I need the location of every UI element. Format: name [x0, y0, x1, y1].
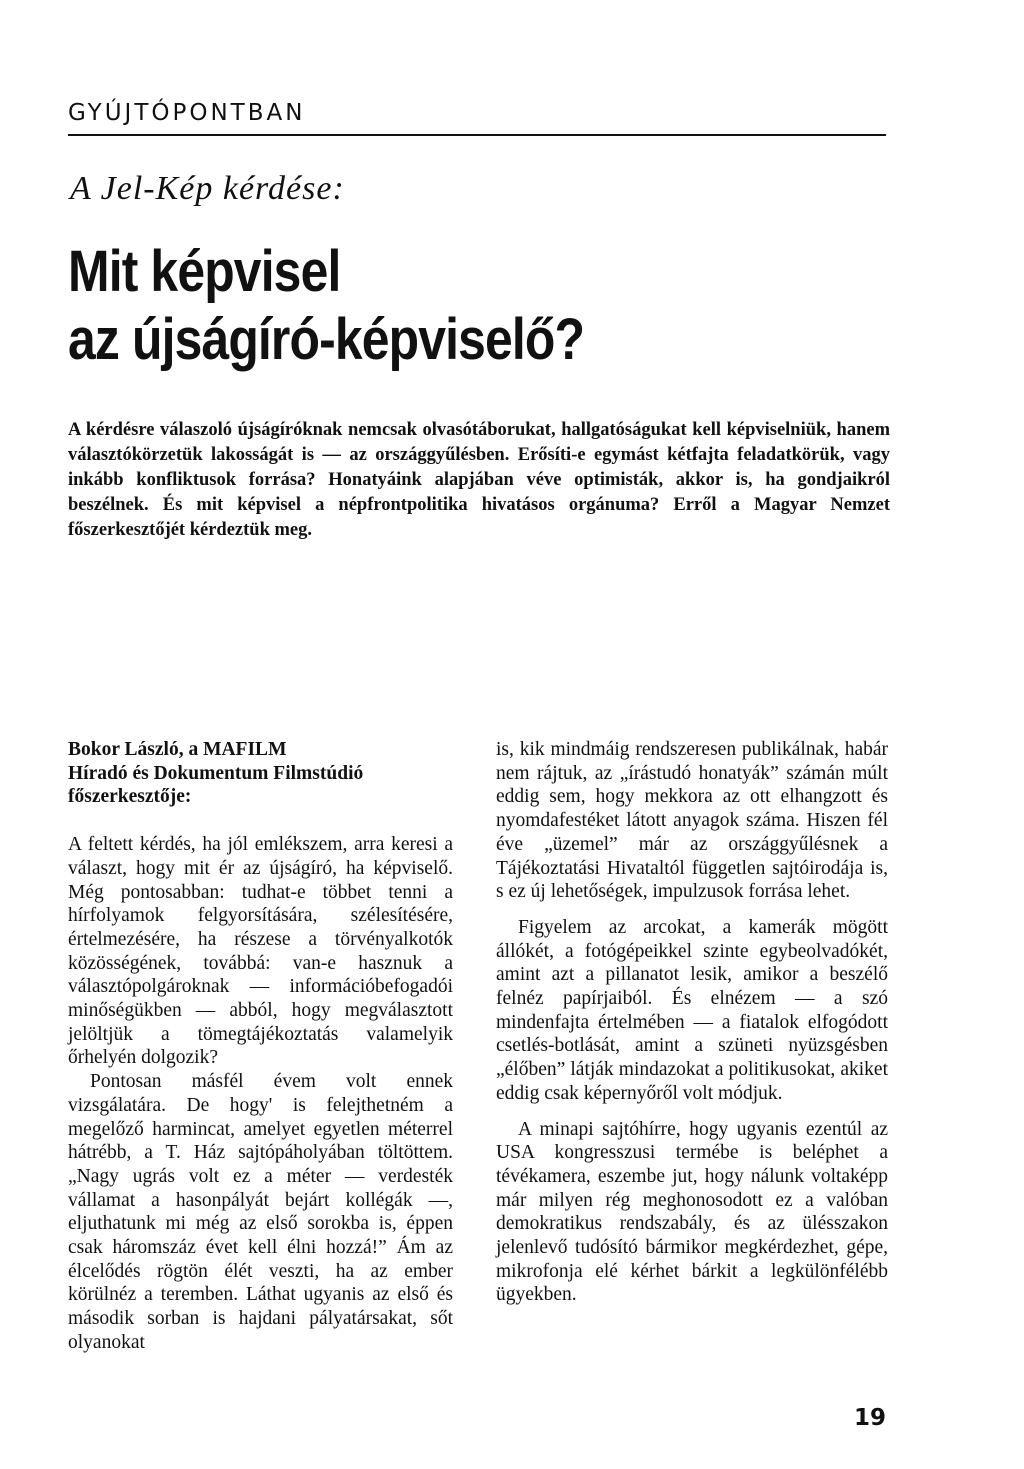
right-column	[496, 738, 888, 1307]
section-rule	[68, 134, 886, 136]
speaker-line-2: Híradó és Dokumentum Filmstúdió	[68, 762, 364, 784]
speaker-line-1: Bokor László, a MAFILM	[68, 739, 287, 760]
body-paragraph: is, kik mindmáig rendszeresen publikálnak, habár nem rájtuk, az „írástudó honatyák” számán múlt eddig sem, hogy mekkora az ott elhangzott és nyomdafestéket látott anyagok száma. Hiszen fél éve „üzemel” már az országgyűlésnek a Tájékoztatási Hivataltól független sajtóirodája is, s ez új lehetőségek, impulzusok forrása lehet.	[496, 739, 888, 903]
body-paragraph: Pontosan másfél évem volt ennek vizsgálatára. De hogy' is felejthetném a megelőző harmincat, amelyet egyetlen méterrel hátrébb, a T. Ház sajtópáholyában töltöttem. „Nagy ugrás volt ez a méter — verdesték vállamat a hasonpályát bejárt kollégák —, eljuthatunk mi még az első sorokba is, éppen csak háromszáz évet kell élni hozzá!” Ám az élcelődés rögtön élét veszti, ha az ember körülnéz a teremben. Láthat ugyanis az első és második sorban is hajdani pályatársakat, sőt olyanokat	[68, 1071, 453, 1353]
left-column	[68, 738, 453, 1355]
headline-line-2: az újságíró-képviselő?	[68, 307, 585, 372]
page-number: 19	[854, 1405, 887, 1431]
speaker-name	[68, 738, 453, 809]
kicker: A Jel-Kép kérdése:	[70, 170, 345, 207]
headline-line-1: Mit képvisel	[68, 239, 341, 304]
body-paragraph: A feltett kérdés, ha jól emlékszem, arra keresi a választ, hogy mit ér az újságíró, ha képviselő. Még pontosabban: tudhat-e többet tenni a hírfolyamok felgyorsítására, szélesítésére, értelmezésére, ha részese a törvényalkotók közösségének, továbbá: van-e hasznuk a választópolgároknak — információbefogadói minőségükben — abból, hogy megválasztott jelöltjük a tömegtájékoztatás valamelyik őrhelyén dolgozik?	[68, 834, 453, 1069]
body-paragraph: Figyelem az arcokat, a kamerák mögött állókét, a fotógépeikkel szinte egybeolvadókét, amint azt a pillanatot lesik, amikor a beszélő felnéz papírjaiból. És elnézem — a szó mindenfajta értelmében — a fiatalok elfogódott csetlés-botlását, amint a szüneti nyüzsgésben „élőben” látják mindazokat a politikusokat, akiket eddig csak képernyőről volt módjuk.	[496, 916, 888, 1104]
lead-paragraph: A kérdésre válaszoló újságíróknak nemcsak olvasótáborukat, hallgatóságukat kell képviselniük, hanem választókörzetük lakosságát is — az országgyűlésben. Erősíti-e egymást kétfajta feladatkörük, vagy inkább konfliktusok forrása? Honatyáink alapjában véve optimisták, akkor is, ha gondjaikról beszélnek. És mit képvisel a népfrontpolitika hivatásos orgánuma? Erről a Magyar Nemzet főszerkesztőjét kérdeztük meg.	[68, 420, 890, 540]
body-paragraph: A minapi sajtóhírre, hogy ugyanis ezentúl az USA kongresszusi termébe is beléphet a tévékamera, eszembe jut, hogy nálunk voltaképp már milyen rég meghonosodott ez a valóban demokratikus rendszabály, és az ülésszakon jelenlevő tudósító bármikor megkérdezhet, gépe, mikrofonja elé kérhet bárkit a legkülönfélébb ügyekben.	[496, 1118, 888, 1306]
section-heading: GYÚJTÓPONTBAN	[68, 100, 306, 126]
headline	[68, 238, 773, 374]
speaker-line-3: főszerkesztője:	[68, 786, 192, 808]
